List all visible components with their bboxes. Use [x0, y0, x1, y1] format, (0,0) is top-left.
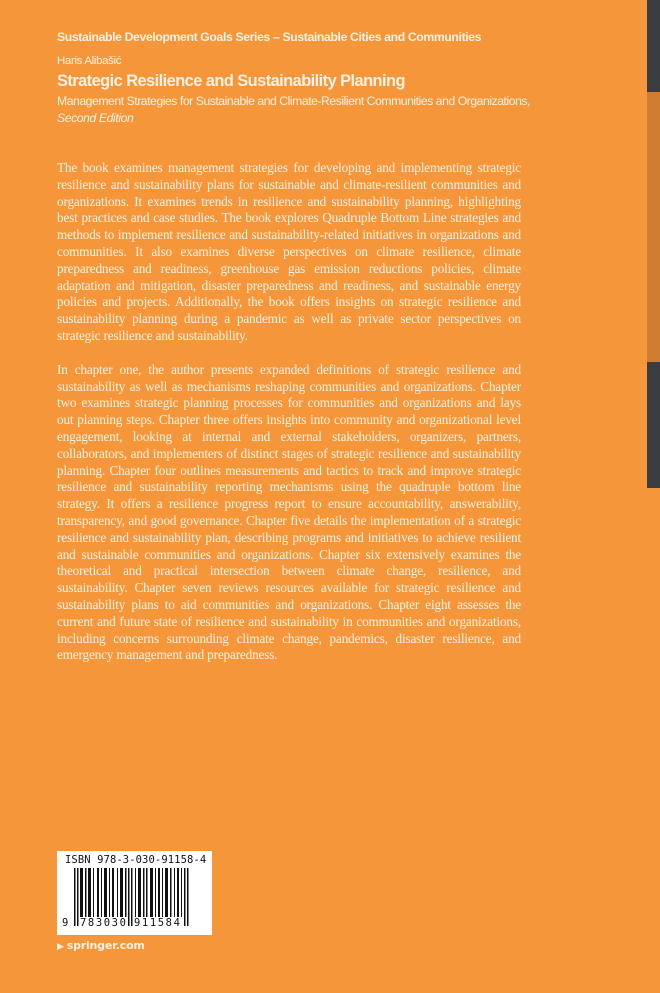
blurb-paragraph: In chapter one, the author presents expanded definitions of strategic resilience and sustainability as well as mechanisms reshaping communities and organizations. Chapter two examines strategic planning processes for communities and organizations and lays out planning steps. Chapter three offers insights into community and organizational level engagement, looking at internal and external stakeholders, organizers, partners, collaborators, and implementers of distinct stages of strategic resilience and sustainability planning. Chapter four outlines measurements and tactics to track and improve strategic resilience and sustainability reporting mechanisms using the quadruple bottom line strategy. It offers a resilience progress report to ensure accountability, answerability, transparency, and good governance. Chapter five details the implementation of a strategic resilience and sustainability plan, describing programs and initiatives to achieve resilient and sustainable communities and organizations. Chapter six extensively examines the theoretical and practical intersection between climate change, resilience, and sustainability. Chapter seven reviews resources available for strategic resilience and sustainability plans to aid communities and organizations. Chapter eight assesses the current and future state of resilience and sustainability in communities and organizations, including concerns surrounding climate change, pandemics, disaster resilience, and emergency management and preparedness.	[57, 361, 521, 663]
author-name: Haris Alibašić	[57, 55, 122, 67]
blurb-paragraph: The book examines management strategies for developing and implementing strategic resilience and sustainability plans for sustainable and climate-resilient communities and organizations. It examines trends in resilience and sustainability planning, highlighting best practices and case studies. The book explores Quadruple Bottom Line strategies and methods to implement resilience and sustainability-related initiatives in organizations and communities. It also examines diverse perspectives on climate resilience, climate preparedness and readiness, greenhouse gas emission reductions policies, climate adaptation and mitigation, disaster preparedness and readiness, and sustainable energy policies and projects. Additionally, the book offers insights on strategic resilience and sustainability planning during a pandemic as well as private sector perspectives on strategic resilience and sustainability.	[57, 160, 521, 343]
book-edition: Second Edition	[57, 111, 134, 125]
isbn-label: ISBN 978-3-030-91158-4	[65, 854, 207, 866]
spine-strip-dark-bottom	[647, 362, 660, 488]
isbn-barcode	[57, 851, 212, 935]
barcode-digits-right: 911584	[134, 917, 182, 929]
series-name: Sustainable Development Goals Series – Sustainable Cities and Communities	[57, 30, 482, 44]
barcode-digits-left: 783030	[80, 917, 128, 929]
book-title: Strategic Resilience and Sustainability Planning	[57, 72, 405, 90]
spine-strip-dark-top	[647, 0, 660, 92]
book-subtitle: Management Strategies for Sustainable and Climate-Resilient Communities and Organizations,	[57, 94, 530, 108]
arrow-right-icon: ▶	[57, 942, 64, 952]
spine-strip-mid	[647, 92, 660, 362]
publisher-link-text: springer.com	[66, 939, 145, 952]
blurb	[57, 160, 521, 664]
barcode-digit-first: 9	[62, 917, 69, 929]
publisher-link[interactable]	[57, 939, 145, 952]
cover-header	[57, 30, 597, 127]
